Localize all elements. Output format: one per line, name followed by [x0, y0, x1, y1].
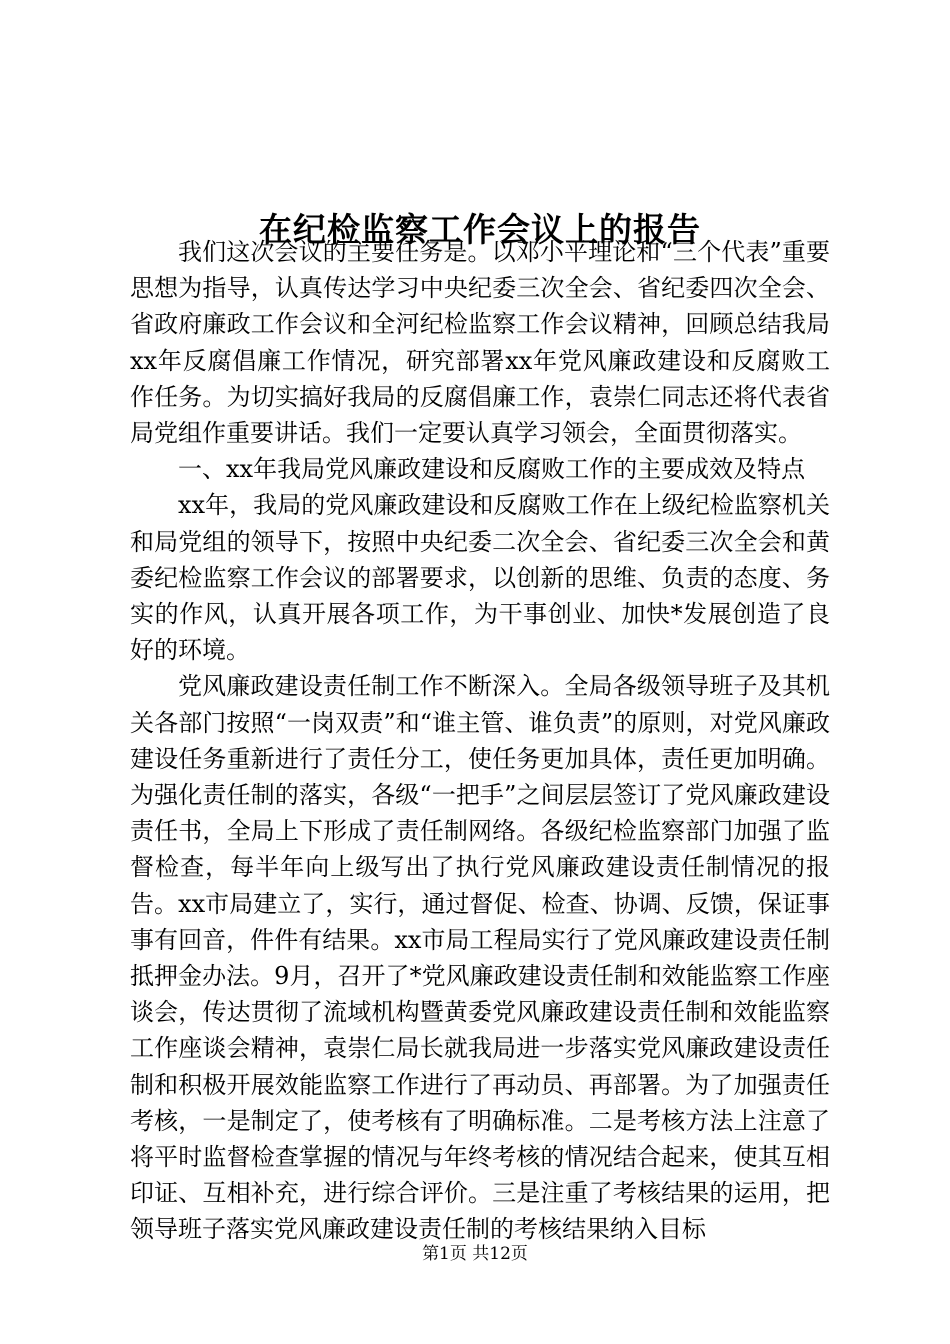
paragraph-intro: 我们这次会议的主要任务是。以邓小平理论和“三个代表”重要思想为指导，认真传达学习中央纪委三次全会、省纪委四次全会、省政府廉政工作会议和全河纪检监察工作会议精神，回顾总结我局xx年反腐倡廉工作情况，研究部署xx年党风廉政建设和反腐败工作任务。为切实搞好我局的反腐倡廉工作，袁崇仁同志还将代表省局党组作重要讲话。我们一定要认真学习领会，全面贯彻落实。 — [130, 238, 830, 448]
paragraph-responsibility-system: 党风廉政建设责任制工作不断深入。全局各级领导班子及其机关各部门按照“一岗双责”和“谁主管、谁负责”的原则，对党风廉政建设任务重新进行了责任分工，使任务更加具体，责任更加明确。为强化责任制的落实，各级“一把手”之间层层签订了党风廉政建设责任书，全局上下形成了责任制网络。各级纪检监察部门加强了监督检查，每半年向上级写出了执行党风廉政建设责任制情况的报告。xx市局建立了，实行，通过督促、检查、协调、反馈，保证事事有回音，件件有结果。xx市局工程局实行了党风廉政建设责任制抵押金办法。9月，召开了*党风廉政建设责任制和效能监察工作座谈会，传达贯彻了流域机构暨黄委党风廉政建设责任制和效能监察工作座谈会精神，袁崇仁局长就我局进一步落实党风廉政建设责任制和积极开展效能监察工作进行了再动员、再部署。为了加强责任考核，一是制定了，使考核有了明确标准。二是考核方法上注意了将平时监督检查掌握的情况与年终考核的情况结合起来，使其互相印证、互相补充，进行综合评价。三是注重了考核结果的运用，把领导班子落实党风廉政建设责任制的考核结果纳入目标 — [130, 672, 830, 1244]
section-heading-1: 一、xx年我局党风廉政建设和反腐败工作的主要成效及特点 — [178, 455, 806, 484]
page-number-footer: 第1页 共12页 — [422, 1244, 528, 1264]
document-body — [130, 234, 830, 1248]
paragraph-overview: xx年，我局的党风廉政建设和反腐败工作在上级纪检监察机关和局党组的领导下，按照中央纪委二次全会、省纪委三次全会和黄委纪检监察工作会议的部署要求，以创新的思维、负责的态度、务实的作风，认真开展各项工作，为干事创业、加快*发展创造了良好的环境。 — [130, 491, 830, 665]
document-title: 在纪检监察工作会议上的报告 — [259, 210, 701, 250]
